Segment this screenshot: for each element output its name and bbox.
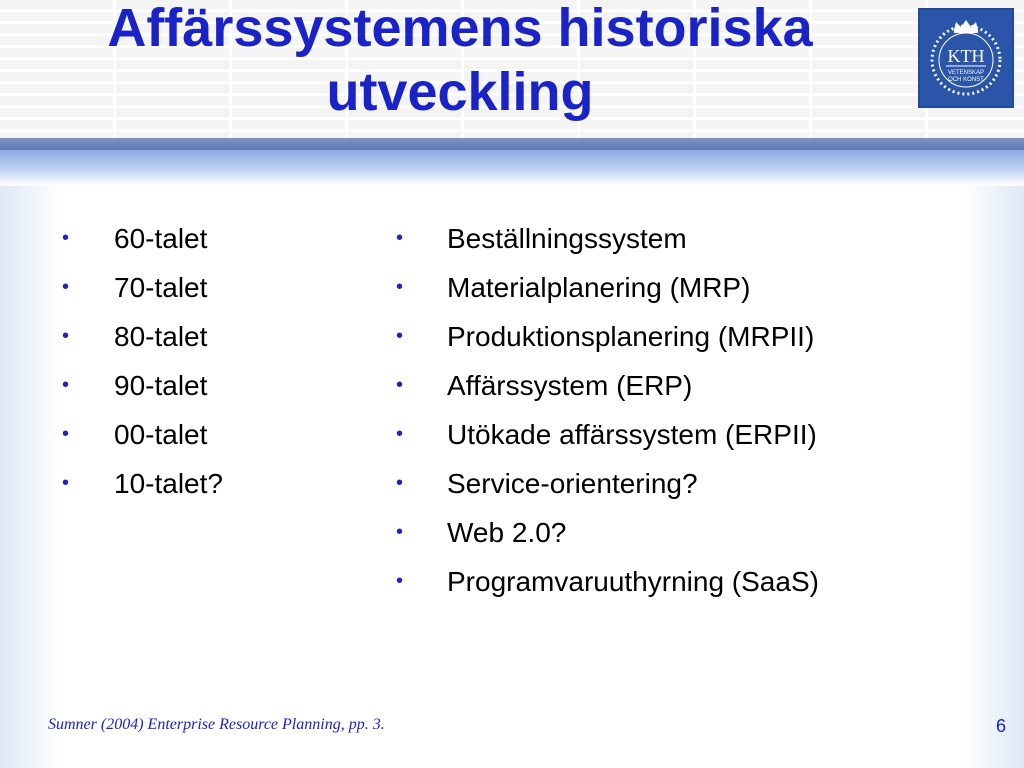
bullet-icon: • — [396, 472, 404, 494]
slide-title: Affärssystemens historiska utveckling — [107, 0, 813, 122]
list-item-text: Programvaruuthyrning (SaaS) — [447, 566, 819, 597]
list-item-text: 60-talet — [114, 223, 208, 254]
bullet-icon: • — [396, 374, 404, 396]
bullet-icon: • — [396, 570, 404, 592]
list-item-text: 10-talet? — [114, 468, 223, 499]
bullet-icon: • — [62, 423, 70, 445]
list-item-text: Utökade affärssystem (ERPII) — [447, 419, 817, 450]
bullet-icon: • — [396, 227, 404, 249]
svg-text:OCH KONST: OCH KONST — [948, 77, 984, 83]
header-divider-band — [0, 138, 1024, 150]
citation: Sumner (2004) Enterprise Resource Planning, pp. 3. — [48, 716, 385, 733]
bullet-icon: • — [62, 227, 70, 249]
list-item-text: Service-orientering? — [447, 468, 698, 499]
header-gradient-band — [0, 150, 1024, 186]
list-item-text: 80-talet — [114, 321, 208, 352]
svg-text:VETENSKAP: VETENSKAP — [947, 70, 985, 76]
bullet-icon: • — [396, 521, 404, 543]
list-item-text: Affärssystem (ERP) — [447, 370, 693, 401]
bullet-icon: • — [62, 472, 70, 494]
bullet-icon: • — [396, 276, 404, 298]
list-item-text: Beställningssystem — [447, 223, 687, 254]
bullet-icon: • — [62, 374, 70, 396]
kth-logo — [918, 8, 1014, 108]
list-item-text: 90-talet — [114, 370, 208, 401]
list-item-text: Produktionsplanering (MRPII) — [447, 321, 815, 352]
bullet-icon: • — [396, 423, 404, 445]
bullet-icon: • — [396, 325, 404, 347]
list-item-text: 70-talet — [114, 272, 208, 303]
page-number: 6 — [996, 716, 1007, 736]
bullet-icon: • — [62, 325, 70, 347]
list-item-text: 00-talet — [114, 419, 208, 450]
svg-text:KTH: KTH — [947, 46, 985, 66]
kth-crest-icon — [920, 10, 1012, 106]
list-item-text: Materialplanering (MRP) — [447, 272, 751, 303]
list-item-text: Web 2.0? — [447, 517, 567, 548]
bullet-icon: • — [62, 276, 70, 298]
